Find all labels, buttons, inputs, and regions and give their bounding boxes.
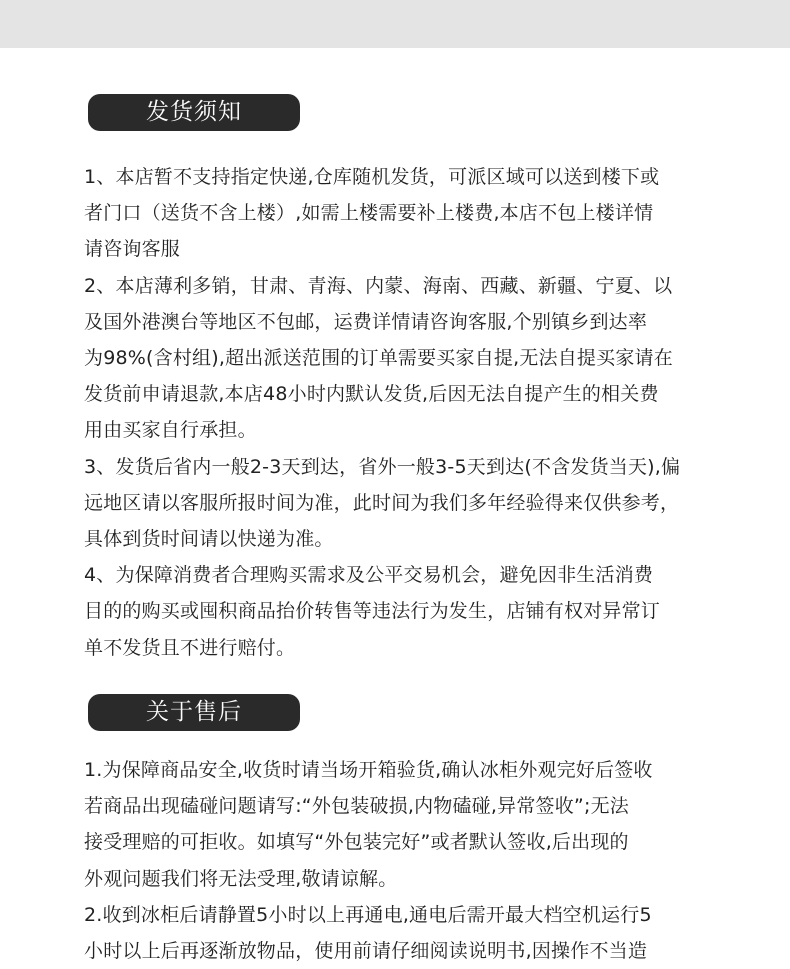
shipping-paragraph-1: 1、本店暂不支持指定快递,仓库随机发货，可派区域可以送到楼下或 者门口（送货不含上楼）,如需上楼需要补上楼费,本店不包上楼详情 请咨询客服	[84, 166, 660, 261]
top-gray-band	[0, 0, 790, 48]
shipping-paragraph-2: 2、本店薄利多销，甘肃、青海、内蒙、海南、西藏、新疆、宁夏、以 及国外港澳台等地区不包邮，运费详情请咨询客服,个别镇乡到达率 为98%(含村组),超出派送范围的订单需要买家自提,无法自提买家请在 发货前申请退款,本店48小时内默认发货,后因无法自提产生的相关费 用由买家自行承担。	[84, 274, 673, 442]
section-heading-shipping: 发货须知	[88, 94, 300, 131]
section-heading-after-sales: 关于售后	[88, 694, 300, 731]
after-sales-paragraph-1: 1.为保障商品安全,收货时请当场开箱验货,确认冰柜外观完好后签收 若商品出现磕碰问题请写:“外包装破损,内物磕碰,异常签收”;无法 接受理赔的可拒收。如填写“外包装完好”或者默认签收,后出现的 外观问题我们将无法受理,敬请谅解。	[84, 759, 653, 890]
shipping-paragraph-3: 3、发货后省内一般2-3天到达，省外一般3-5天到达(不含发货当天),偏 远地区请以客服所报时间为准，此时间为我们多年经验得来仅供参考， 具体到货时间请以快递为准。	[84, 455, 681, 551]
after-sales-paragraph-2: 2.收到冰柜后请静置5小时以上再通电,通电后需开最大档空机运行5 小时以上后再逐渐放物品，使用前请仔细阅读说明书,因操作不当造	[84, 903, 652, 963]
shipping-paragraph-4: 4、为保障消费者合理购买需求及公平交易机会，避免因非生活消费 目的的购买或囤积商品抬价转售等违法行为发生，店铺有权对异常订 单不发货且不进行赔付。	[84, 564, 661, 659]
shipping-notice-section	[84, 159, 724, 666]
after-sales-section	[84, 752, 724, 969]
